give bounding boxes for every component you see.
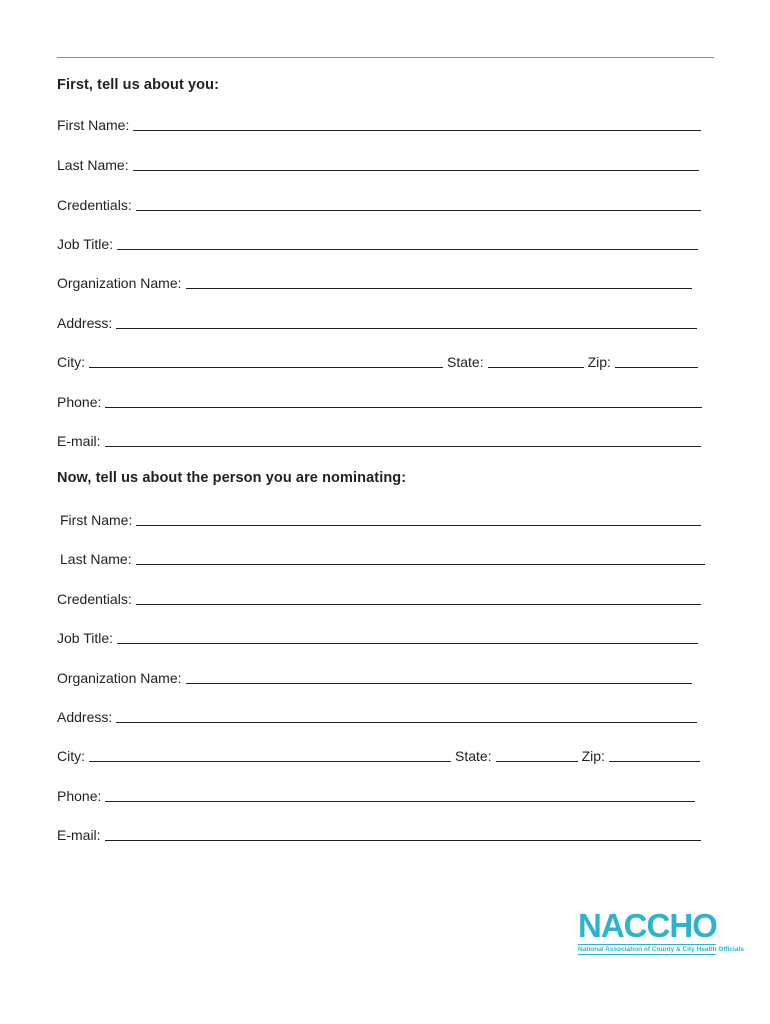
nominee-job-title-field[interactable] [117,643,698,644]
nominee-city-label: City: [57,748,85,764]
you-first-name-row [57,112,701,134]
nominee-credentials-field[interactable] [136,604,701,605]
nominee-phone-label: Phone: [57,788,102,804]
logo-wordmark: NACCHO [578,907,717,944]
nominee-first-name-field[interactable] [136,525,701,526]
you-zip-field[interactable] [615,367,698,368]
nominee-phone-row [57,783,695,805]
you-credentials-row [57,192,701,214]
top-divider [57,57,714,58]
you-email-field[interactable] [105,446,701,447]
you-email-row [57,428,701,450]
you-address-field[interactable] [116,328,697,329]
nominee-address-row [57,704,697,726]
nominee-city-state-zip-row [57,743,700,765]
nominee-last-name-label: Last Name: [60,551,132,567]
nominee-first-name-label: First Name: [60,512,133,528]
nominee-job-title-label: Job Title: [57,630,114,646]
you-job-title-label: Job Title: [57,236,114,252]
you-address-row [57,310,697,332]
you-organization-row [57,270,692,292]
nominee-credentials-row [57,586,701,608]
you-job-title-field[interactable] [117,249,698,250]
nominee-address-label: Address: [57,709,113,725]
nominee-zip-field[interactable] [609,761,700,762]
nominee-state-field[interactable] [496,761,578,762]
you-organization-label: Organization Name: [57,275,182,291]
nominee-address-field[interactable] [116,722,697,723]
nominee-job-title-row [57,625,698,647]
you-zip-label: Zip: [587,354,611,370]
nominee-credentials-label: Credentials: [57,591,132,607]
you-last-name-row [57,152,699,174]
you-city-state-zip-row [57,349,698,371]
you-credentials-field[interactable] [136,210,701,211]
nominee-zip-label: Zip: [581,748,605,764]
section-you-heading: First, tell us about you: [57,77,220,93]
nominee-email-field[interactable] [105,840,701,841]
nominee-organization-field[interactable] [186,683,692,684]
you-organization-field[interactable] [186,288,692,289]
nominee-phone-field[interactable] [105,801,695,802]
section-nominee-heading: Now, tell us about the person you are nominating: [57,470,407,486]
nominee-city-field[interactable] [89,761,451,762]
you-email-label: E-mail: [57,433,101,449]
nominee-last-name-field[interactable] [136,564,705,565]
nominee-email-row [57,822,701,844]
you-address-label: Address: [57,315,113,331]
you-phone-row [57,389,702,411]
you-city-field[interactable] [89,367,443,368]
nominee-email-label: E-mail: [57,827,101,843]
nominee-organization-label: Organization Name: [57,670,182,686]
you-first-name-field[interactable] [133,130,701,131]
nominee-first-name-row [57,507,701,529]
nominee-state-label: State: [455,748,492,764]
you-state-label: State: [447,354,484,370]
logo-tagline: National Association of County & City Health Officials [578,946,744,953]
you-job-title-row [57,231,698,253]
you-credentials-label: Credentials: [57,197,132,213]
nominee-organization-row [57,665,692,687]
nominee-last-name-row [57,546,705,568]
you-phone-field[interactable] [105,407,702,408]
you-city-label: City: [57,354,85,370]
you-first-name-label: First Name: [57,117,130,133]
you-last-name-field[interactable] [133,170,699,171]
you-last-name-label: Last Name: [57,157,129,173]
you-phone-label: Phone: [57,394,102,410]
you-state-field[interactable] [488,367,584,368]
naccho-logo [578,907,744,955]
